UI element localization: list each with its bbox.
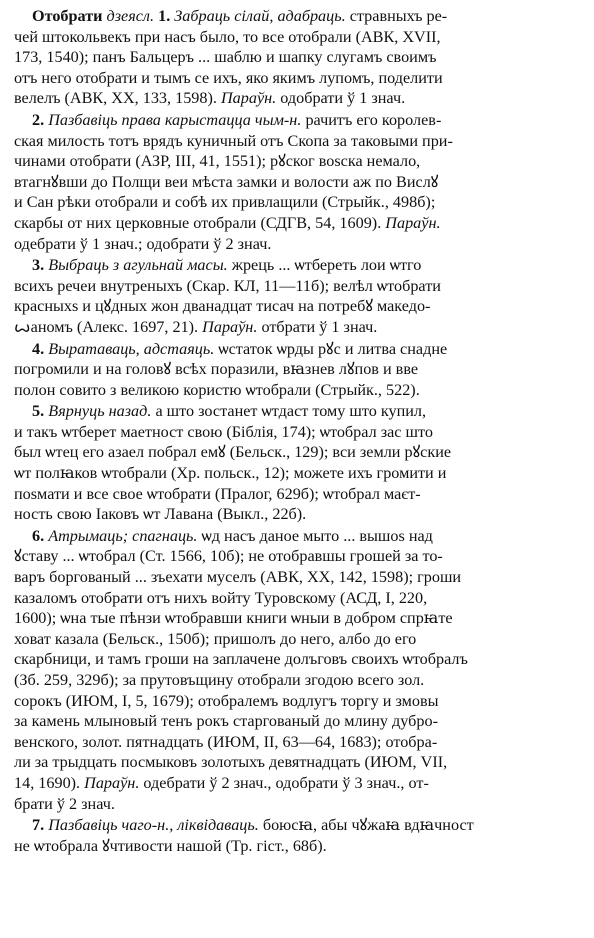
citation-line: и Сан рѣки отобрали и собѣ их привлащили (Стрыйк., 498б);: [14, 193, 436, 212]
citation-line: [14, 88, 584, 109]
citation-line: чей штокольвекъ при насъ было, то все отобрали (АВК, XVII,: [14, 27, 441, 46]
sense-number: 7.: [32, 816, 45, 835]
citation-line: ли за трыдцать посмыковъ золотыхъ девятнадцать (ИЮМ, VII,: [14, 753, 448, 772]
citation-line: (Зб. 259, 329б); за прутовъщину отобрали згодою всего зол.: [14, 671, 425, 689]
citation-line: сорокъ (ИЮМ, I, 5, 1679); отобралемъ водлугъ торгу и змовы: [14, 691, 439, 710]
sense-number: 5.: [32, 402, 45, 421]
citation-line: втагнꙋвши до Полщи веи мѣста замки и волости аж по Вислꙋ: [14, 172, 439, 191]
citation-line: красныхѕ и цꙋдных жон дванадцат тисач на потребꙋ македо-: [14, 297, 431, 316]
compare-label: Параўн.: [84, 773, 140, 792]
sense-number: 4.: [32, 339, 45, 358]
citation-line: за камень млыновый тенъ рокъ старгованый до млину дубро-: [14, 712, 438, 731]
headword: Отобрати: [32, 7, 103, 25]
sense-definition: Забраць сілай, адабраць.: [174, 7, 346, 25]
cross-reference: одебрати ў 1 знач.; одобрати ў 2 знач.: [14, 234, 272, 253]
citation-line: 1600); ѡна тые пѣнзи ѡтобравши книги ѡныи в добром спрꙗте: [14, 609, 453, 628]
compare-label: Параўн.: [202, 317, 258, 336]
citation-line: 173, 1540); панъ Бальцеръ ... шаблю и шапку слугамъ своимъ: [14, 48, 437, 67]
sense-first-line: [14, 339, 584, 360]
citation-line: погромили и на головꙋ всѣх поразили, вꙗзнев лꙋпов и вве: [14, 360, 419, 379]
citation-line: ꙋставу ... ѡтобрал (Ст. 1566, 10б); не отобравшы грошей за то-: [14, 547, 443, 566]
cross-reference: одебрати ў 2 знач., одобрати ў 3 знач., от-: [143, 773, 429, 792]
compare-label: Параўн.: [220, 89, 277, 108]
citation-line: [14, 773, 584, 794]
sense-4: [14, 339, 584, 401]
citation-line: и такъ ѡтберет маетност свою (Біблія, 174); ѡтобрал зас што: [14, 422, 433, 441]
citation-line: ность свою Іаковъ ѡт Лавана (Выкл., 22б).: [14, 505, 307, 524]
cross-reference: брати ў 2 знач.: [14, 794, 115, 813]
part-of-speech: дзеясл.: [106, 7, 155, 25]
sense-definition: Вярнуць назад.: [48, 402, 152, 421]
compare-label: Параўн.: [385, 213, 441, 232]
citation-line: ская милость тотъ врядъ куничный отъ Скопа за таковыми при-: [14, 131, 453, 150]
sense-1: [14, 6, 584, 109]
citation-text: ѡстаток ѡрды рꙋс и литва снадне: [218, 339, 448, 358]
citation-line: варъ боргованый ... зъехати муселъ (АВК, XX, 142, 1598); гроши: [14, 568, 462, 587]
citation-line: поѕмати и все свое ѡтобрати (Пралог, 629б); ѡтобрал маєт-: [14, 484, 421, 503]
sense-first-line: [14, 526, 584, 547]
citation-line: не ѡтобрала ꙋчтивости нашой (Тр. гіст., 68б).: [14, 836, 327, 855]
sense-definition: Атрымаць; спагнаць.: [48, 526, 198, 545]
citation-text: боюсꙗ, абы чꙋжаꙗ вдꙗчност: [262, 816, 474, 835]
citation-text: а што зостанет ѡтдаст тому што купил,: [155, 402, 427, 421]
citation-line: [14, 213, 584, 234]
citation-text: жрець ... ѡтбереть лои ѡтго: [231, 256, 422, 275]
sense-definition: Выратаваць, адстаяць.: [48, 339, 215, 358]
citation-line: отъ него отобрати и тымъ се ихъ, яко якимъ лупомъ, поделити: [14, 68, 443, 87]
citation-text: ꙍаномъ (Алекс. 1697, 21).: [14, 317, 199, 336]
citation-line: ѡт полꙗков ѡтобрали (Хр. польск., 12); можете ихъ громити и: [14, 464, 447, 483]
sense-6: [14, 526, 584, 814]
sense-first-line: [14, 815, 584, 836]
citation-line: венского, золот. пятнадцать (ИЮМ, II, 63—64, 1683); отобра-: [14, 732, 438, 751]
sense-3: [14, 255, 584, 337]
citation-line: полон совито з великою користю ѡтобрали (Стрыйк., 522).: [14, 380, 420, 399]
sense-number: 6.: [32, 526, 45, 545]
citation-line: был ѡтец его азаел побрал емꙋ (Бельск., 129); вси земли рꙋские: [14, 443, 452, 462]
citation-line: ховат казала (Бельск., 150б); пришолъ до него, албо до его: [14, 629, 417, 648]
sense-5: [14, 401, 584, 525]
citation-text: рачитъ его королев-: [305, 110, 442, 129]
sense-first-line: [14, 110, 584, 131]
cross-reference: отбрати ў 1 знач.: [261, 317, 378, 336]
citation-text: ѡд насъ даное мыто ... вышоѕ над: [201, 526, 433, 545]
sense-number: 1.: [158, 7, 171, 25]
citation-line: [14, 317, 584, 338]
sense-first-line: [14, 401, 584, 422]
cross-reference: одобрати ў 1 знач.: [280, 89, 406, 108]
sense-2: [14, 110, 584, 254]
sense-first-line: [14, 255, 584, 276]
citation-text: стравныхъ ре-: [349, 7, 448, 25]
sense-number: 3.: [32, 256, 45, 275]
citation-text: 14, 1690).: [14, 773, 81, 792]
citation-text: скарбы от них церковные отобрали (СДГВ, 54, 1609).: [14, 213, 382, 232]
sense-7: [14, 815, 584, 856]
citation-line: чинами отобрати (АЗР, III, 41, 1551); рꙋског воѕска немало,: [14, 152, 421, 171]
citation-line: скарбници, и тамъ гроши на заплачене долъговъ своихъ ѡтобралъ: [14, 650, 468, 669]
sense-definition: Пазбавіць чаго-н., ліквідаваць.: [48, 816, 259, 835]
sense-definition: Выбраць з агульнай масы.: [48, 256, 228, 275]
sense-number: 2.: [32, 110, 45, 129]
sense-definition: Пазбавіць права карыстацца чым-н.: [48, 110, 302, 129]
citation-text: велелъ (АВК, XX, 133, 1598).: [14, 89, 217, 108]
citation-line: всихъ речеи внутреныхъ (Скар. КЛ, 11—11б); велѣл ѡтобрати: [14, 276, 441, 295]
citation-line: казаломъ отобрати отъ нихъ войту Туровскому (АСД, I, 220,: [14, 588, 428, 607]
entry-first-line: [14, 6, 584, 27]
